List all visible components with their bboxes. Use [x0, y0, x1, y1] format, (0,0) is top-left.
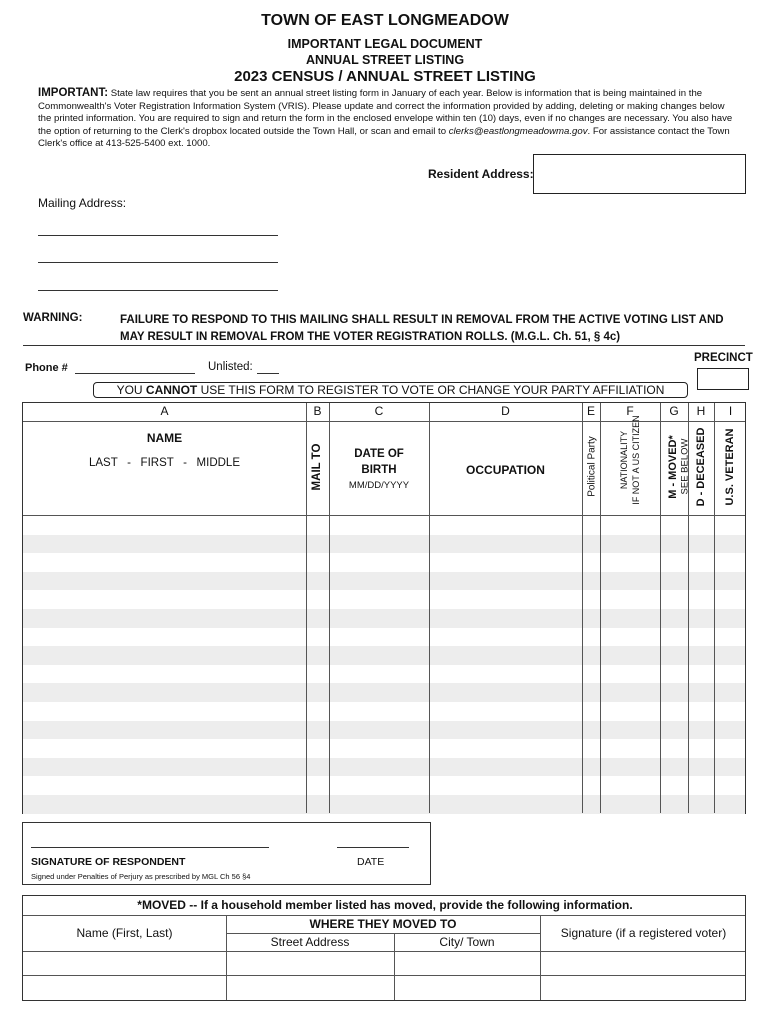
- table-row[interactable]: [23, 572, 745, 591]
- form-subtitle-listing: ANNUAL STREET LISTING: [305, 53, 465, 67]
- signature-line[interactable]: [31, 847, 269, 848]
- form-title: TOWN OF EAST LONGMEADOW: [261, 12, 509, 29]
- precinct-box[interactable]: [697, 368, 749, 390]
- moved-table-title: *MOVED -- If a household member listed has moved, provide the following information.: [137, 898, 633, 912]
- occupation-column-header: OCCUPATION: [466, 463, 545, 477]
- column-letter-i: I: [728, 404, 733, 418]
- mailing-address-label: Mailing Address:: [38, 196, 127, 210]
- mailing-address-line-1[interactable]: [38, 235, 278, 236]
- dob-format-hint: MM/DD/YYYY: [348, 480, 410, 491]
- table-row[interactable]: [23, 609, 745, 628]
- warning-label: WARNING:: [23, 312, 83, 324]
- dob-column-header-1: DATE OF: [354, 448, 404, 460]
- mailing-address-line-2[interactable]: [38, 262, 278, 263]
- resident-address-box[interactable]: [533, 154, 746, 194]
- form-subtitle-census: 2023 CENSUS / ANNUAL STREET LISTING: [234, 68, 536, 85]
- column-letter-g: G: [669, 404, 679, 418]
- column-letter-e: E: [586, 404, 595, 418]
- table-row[interactable]: [23, 795, 745, 814]
- resident-address-label: Resident Address:: [428, 167, 534, 181]
- form-subtitle-legal: IMPORTANT LEGAL DOCUMENT: [287, 37, 483, 51]
- warning-divider: [23, 345, 745, 346]
- precinct-label: PRECINCT: [694, 352, 753, 364]
- unlisted-field[interactable]: [257, 373, 279, 374]
- dob-column-header-2: BIRTH: [361, 464, 397, 476]
- important-text: State law requires that you be sent an annual street listing form in January of each year. Below is information that is being maintained in the Commonwealth's Voter Registration Information System (VRIS). Please update and correct the information provided by adding, deleting or making changes below the printed information. You are required to sign and return the form in the enclosed envelope within ten (10) days, even if no changes are necessary. You also have the option of returning to the Clerk's dropbox located outside the Town Hall, or scan and email to: [38, 88, 733, 137]
- column-letter-a: A: [160, 404, 169, 418]
- table-row[interactable]: [23, 721, 745, 740]
- table-row[interactable]: [23, 683, 745, 702]
- phone-label: Phone #: [25, 362, 68, 374]
- date-label: DATE: [357, 856, 385, 868]
- cannot-notice-post: USE THIS FORM TO REGISTER TO VOTE OR CHANGE YOUR PARTY AFFILIATION: [197, 383, 665, 397]
- column-letter-c: C: [374, 404, 384, 418]
- veteran-column-header: U.S. VETERAN: [724, 428, 736, 506]
- name-column-header: NAME: [146, 431, 183, 445]
- signature-label: SIGNATURE OF RESPONDENT: [31, 856, 186, 868]
- mail-to-column-header: MAIL TO: [311, 443, 323, 491]
- deceased-column-header: D - DECEASED: [695, 427, 707, 507]
- political-party-column-header: Political Party: [586, 436, 598, 497]
- important-notice: [38, 87, 738, 151]
- nationality-column-header-1: NATIONALITY: [619, 430, 629, 490]
- column-letter-f: F: [626, 404, 634, 418]
- clerk-email: clerks@eastlongmeadowma.gov: [448, 125, 588, 137]
- phone-field[interactable]: [75, 373, 195, 374]
- signature-box: [22, 822, 431, 885]
- name-column-subheader: LAST - FIRST - MIDDLE: [88, 457, 241, 469]
- moved-where-header: WHERE THEY MOVED TO: [309, 917, 457, 931]
- mailing-address-line-3[interactable]: [38, 290, 278, 291]
- table-row[interactable]: [23, 535, 745, 554]
- cannot-notice-bold: CANNOT: [145, 383, 198, 397]
- column-letter-d: D: [501, 404, 510, 418]
- moved-table: [22, 895, 746, 1001]
- cannot-notice-pre: YOU: [116, 383, 146, 397]
- table-row[interactable]: [23, 758, 745, 777]
- important-lead: IMPORTANT:: [38, 87, 109, 99]
- moved-name-header: Name (First, Last): [76, 926, 173, 940]
- moved-column-header-1: M - MOVED*: [667, 435, 679, 499]
- column-letter-b: B: [313, 404, 322, 418]
- date-line[interactable]: [337, 847, 409, 848]
- moved-signature-header: Signature (if a registered voter): [560, 926, 727, 940]
- moved-city-header: City/ Town: [439, 935, 495, 949]
- table-header-divider: [23, 515, 745, 516]
- warning-text: FAILURE TO RESPOND TO THIS MAILING SHALL RESULT IN REMOVAL FROM THE ACTIVE VOTING LIST AND MAY RESULT IN REMOVAL FROM THE VOTER REGISTRATION ROLLS. (M.G.L. Ch. 51, § 4c): [120, 314, 724, 343]
- moved-street-header: Street Address: [270, 935, 350, 949]
- perjury-note: Signed under Penalties of Perjury as prescribed by MGL Ch 56 §4: [31, 872, 251, 881]
- moved-column-header-2: SEE BELOW: [679, 438, 691, 495]
- table-row[interactable]: [23, 646, 745, 665]
- cannot-register-notice: [93, 382, 688, 398]
- nationality-column-header-2: IF NOT A US CITIZEN: [631, 415, 641, 505]
- unlisted-label: Unlisted:: [208, 361, 253, 373]
- important-text-end: . For assistance contact the Town Clerk's office at 413-525-5400 ext. 1000.: [38, 125, 730, 150]
- column-letter-h: H: [696, 404, 706, 418]
- household-table: [22, 402, 746, 814]
